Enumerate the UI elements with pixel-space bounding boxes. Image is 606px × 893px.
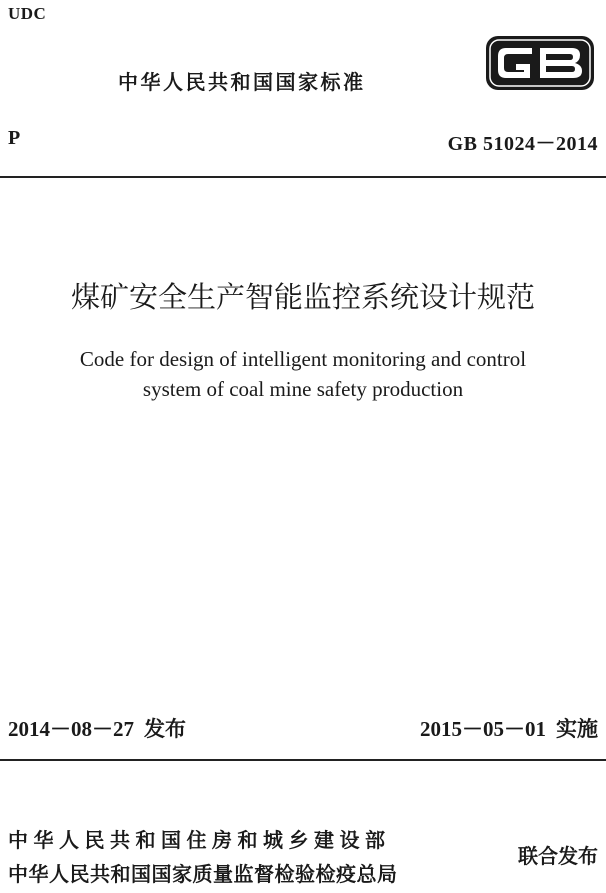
bottom-divider [0, 759, 606, 761]
issue-date-block [8, 713, 186, 743]
implement-date: 2015－05－01 [420, 717, 546, 741]
standard-type: 中华人民共和国国家标准 [118, 70, 366, 94]
issue-date: 2014－08－27 [8, 717, 134, 741]
joint-issue-label: 联合发布 [518, 844, 598, 868]
english-title [0, 344, 606, 404]
implement-date-block [420, 713, 598, 743]
top-divider [0, 176, 606, 178]
udc-label: UDC [8, 4, 47, 23]
standard-number: GB 51024－2014 [447, 133, 598, 155]
publisher-ministry-housing: 中华人民共和国住房和城乡建设部 [8, 828, 391, 852]
english-title-line2: system of coal mine safety production [142, 377, 464, 401]
implement-label: 实施 [556, 717, 598, 741]
english-title-line1: Code for design of intelligent monitoring and control [79, 347, 527, 371]
chinese-title: 煤矿安全生产智能监控系统设计规范 [70, 280, 535, 314]
publisher-aqsiq: 中华人民共和国国家质量监督检验检疫总局 [8, 862, 398, 886]
category-code: P [8, 127, 21, 149]
gb-logo [484, 34, 596, 92]
issue-label: 发布 [144, 717, 186, 741]
